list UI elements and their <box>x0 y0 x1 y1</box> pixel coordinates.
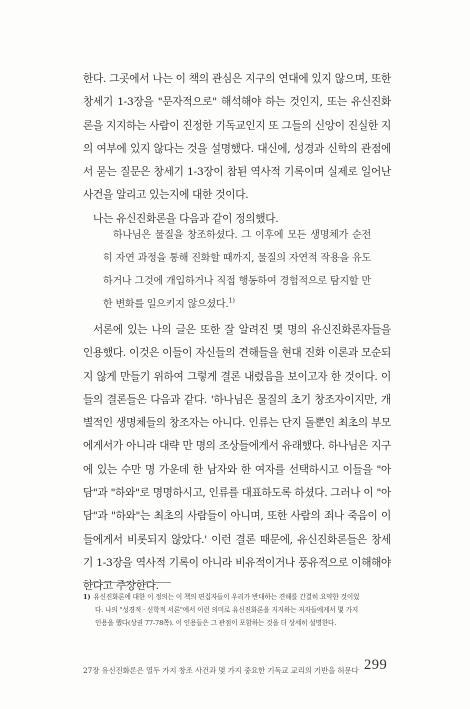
quote-text: 하나님은 물질을 창조하셨다. 그 이후에 모든 생명체가 순전히 자연 과정을 통해 진화할 때까지, 물질의 자연적 작용을 유도하거나 그것에 개입하거나 직접 행동하여 경험적으로 탐지할 만한 변화를 일으키지 않으셨다. <box>103 230 371 310</box>
footnote-line: 인용을 했다(상권 77-78쪽). 이 인용들은 그 관점이 포함하는 것을 더 상세히 설명한다. <box>95 619 337 627</box>
paragraph: 한다. 그곳에서 나는 이 책의 관심은 지구의 연대에 있지 않으며, 또한 창세기 1-3장을 "문자적으로" 해석해야 하는 것인지, 또는 유신진화론을 지지하는 사람이 진정한 기독교인지 또 그들의 신앙이 진실한 지의 여부에 있지 않다는 것을 설명했다. 대신에, 성경과 신학의 관점에서 묻는 질문은 창세기 1-3장이 참된 역사적 기록이며 실제로 일어난 사건을 알리고 있는지에 대한 것이다. <box>83 73 391 202</box>
footnote-divider <box>83 582 171 583</box>
page-number: 299 <box>364 657 388 673</box>
main-text-bottom <box>83 319 391 599</box>
paragraph: 서론에 있는 나의 글은 또한 잘 알려진 몇 명의 유신진화론자들을 인용했다. 이것은 이들이 자신들의 견해들을 현대 진화 이론과 모순되지 않게 만들기 위하여 그렇게 결론 내렸음을 보이고자 한 것이다. 이들의 결론들은 다음과 같다. '하나님은 물질의 초기 창조자이지만, 개별적인 생명체들의 창조자는 아니다. 인류는 단지 돌뿐인 최초의 부모에게서가 아니라 대략 만 명의 조상들에게서 유래했다. 하나님은 지구에 있는 수만 명 가운데 한 남자와 한 여자를 선택하시고 이들을 "아담"과 "하와"로 명명하시고, 인류를 대표하도록 하셨다. 그러나 이 "아담"과 "하와"는 최초의 사람들이 아니며, 또한 사람의 죄나 죽음이 이들에게서 비롯되지 않았다.' 이런 결론 때문에, 유신진화론들은 창세기 1-3장을 역사적 기록이 아니라 비유적이거나 풍유적으로 이해해야 한다고 주장한다. <box>83 324 391 593</box>
block-quote <box>103 224 371 316</box>
footnote-line: 다. 나의 "성경적 · 신학적 서론"에서 이런 의미로 유신진화론을 지지하는 저자들에게서 몇 가지 <box>95 606 359 614</box>
footnote <box>83 591 393 630</box>
paragraph: 나는 유신진화론을 다음과 같이 정의했다. <box>93 212 279 225</box>
footnote-reference[interactable]: 1) <box>228 296 235 305</box>
main-text-top <box>83 68 391 231</box>
running-footer: 27장 유신진화론은 열두 가지 창조 사건과 몇 가지 중요한 기독교 교리의 기반을 허문다 <box>83 666 359 675</box>
footnote-line: 유신진화론에 대한 이 정의는 이 책의 편집자들이 우리가 반대하는 견해를 간결히 요약한 것이었 <box>93 593 360 601</box>
footnote-number: 1) <box>83 593 91 601</box>
